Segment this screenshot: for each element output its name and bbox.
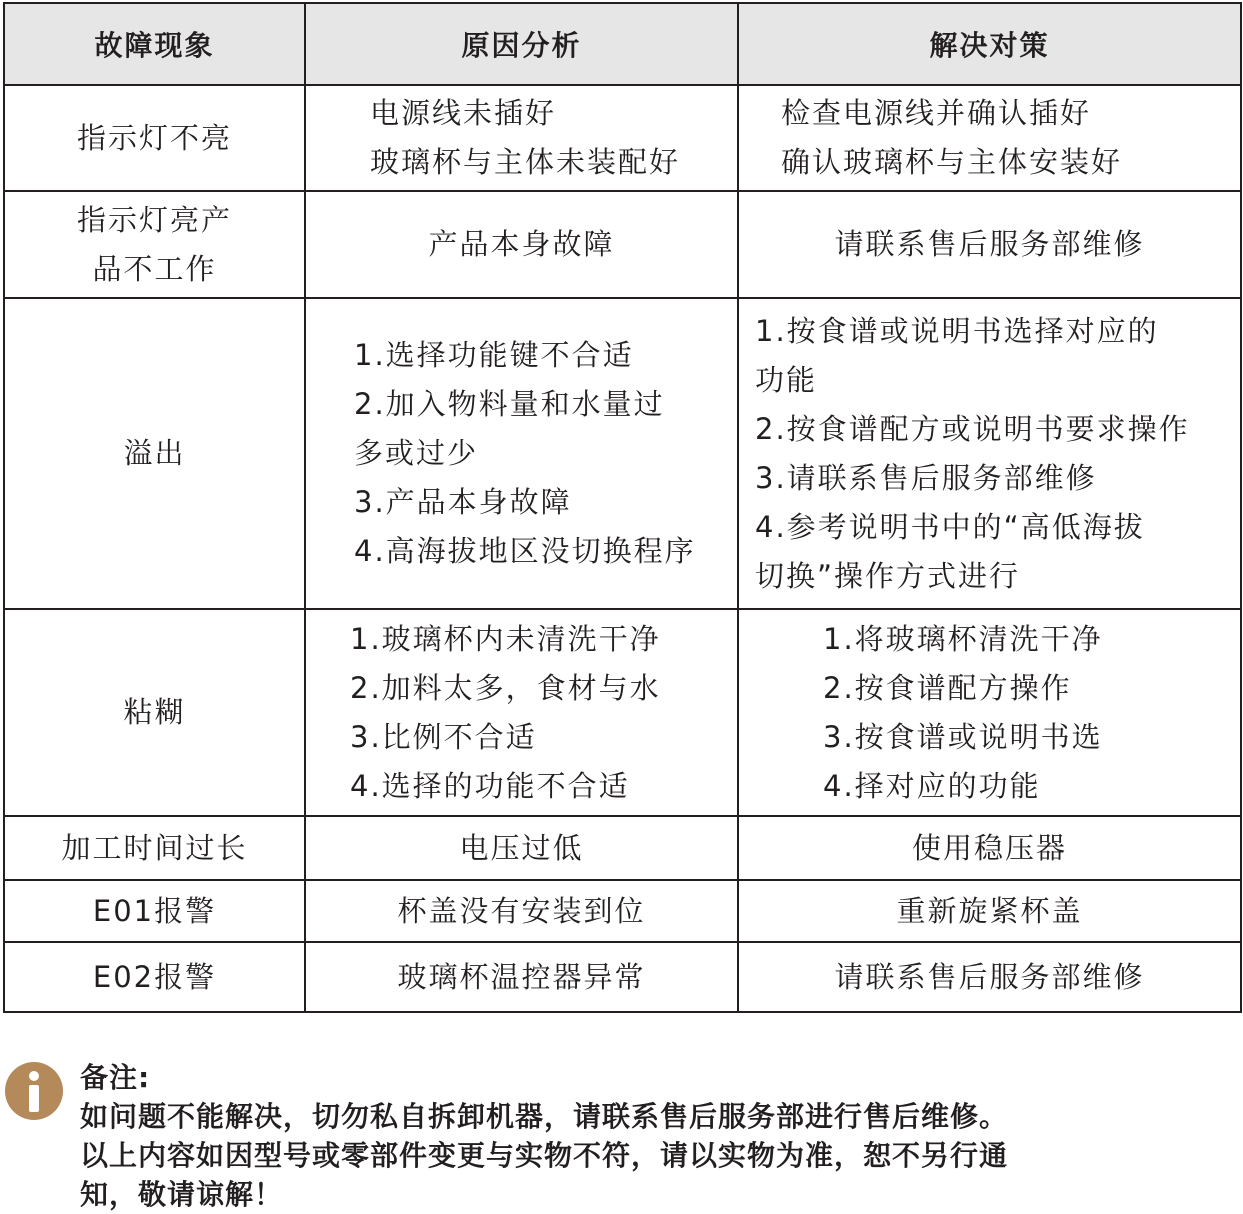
note-title: 备注: xyxy=(80,1061,151,1094)
cause-cell xyxy=(305,816,738,880)
remedy-text: 3.请联系售后服务部维修 xyxy=(755,460,1097,495)
cause-text: 电源线未插好 xyxy=(370,96,557,130)
remedy-text: 1.将玻璃杯清洗干净 xyxy=(823,621,1103,656)
info-icon xyxy=(5,1062,63,1120)
symptom-cell xyxy=(4,816,305,880)
remedy-text: 请联系售后服务部维修 xyxy=(834,959,1145,994)
header-symptom: 故障现象 xyxy=(4,3,305,85)
remedy-text: 4.择对应的功能 xyxy=(823,768,1041,803)
troubleshooting-table xyxy=(3,2,1242,1013)
note-text xyxy=(80,1058,1230,1214)
cause-text: 多或过少 xyxy=(354,436,479,470)
note-section xyxy=(0,1058,1243,1210)
cause-cell xyxy=(305,191,738,298)
remedy-text: 4.参考说明书中的“高低海拔 xyxy=(755,509,1145,544)
symptom-text: 粘糊 xyxy=(123,695,186,729)
remedy-text: 切换”操作方式进行 xyxy=(755,558,1021,593)
symptom-text: E01报警 xyxy=(92,893,217,928)
remedy-text: 确认玻璃杯与主体安装好 xyxy=(781,145,1123,179)
cause-text: 玻璃杯与主体未装配好 xyxy=(370,145,681,179)
note-line: 以上内容如因型号或零部件变更与实物不符，请以实物为准，恕不另行通 xyxy=(80,1139,1009,1172)
remedy-cell xyxy=(738,85,1241,191)
remedy-text: 检查电源线并确认插好 xyxy=(781,96,1092,130)
cause-text: 产品本身故障 xyxy=(428,227,615,261)
cause-cell xyxy=(305,298,738,609)
symptom-text: E02报警 xyxy=(92,959,217,994)
cause-cell xyxy=(305,609,738,816)
remedy-cell xyxy=(738,816,1241,880)
header-cause: 原因分析 xyxy=(305,3,738,85)
note-line: 知，敬请谅解！ xyxy=(80,1178,284,1211)
symptom-cell xyxy=(4,298,305,609)
remedy-text: 功能 xyxy=(755,362,818,397)
cause-text: 1.玻璃杯内未清洗干净 xyxy=(350,621,661,656)
symptom-text: 加工时间过长 xyxy=(61,830,248,865)
symptom-text: 指示灯不亮 xyxy=(76,120,232,155)
symptom-cell xyxy=(4,609,305,816)
remedy-cell xyxy=(738,191,1241,298)
cause-text: 3.产品本身故障 xyxy=(354,485,572,519)
cause-text: 1.选择功能键不合适 xyxy=(354,338,634,372)
remedy-text: 请联系售后服务部维修 xyxy=(834,227,1145,261)
cause-text: 4.高海拔地区没切换程序 xyxy=(354,534,696,568)
symptom-text: 指示灯亮产 xyxy=(76,202,232,237)
cause-text: 3.比例不合适 xyxy=(350,719,537,754)
cause-text: 4.选择的功能不合适 xyxy=(350,768,630,803)
table-row xyxy=(4,85,1241,191)
header-remedy: 解决对策 xyxy=(738,3,1241,85)
table-header-row xyxy=(4,3,1241,85)
table-row xyxy=(4,880,1241,942)
symptom-text: 品不工作 xyxy=(92,251,217,286)
remedy-text: 2.按食谱配方或说明书要求操作 xyxy=(755,411,1190,446)
symptom-cell xyxy=(4,942,305,1012)
note-line: 如问题不能解决，切勿私自拆卸机器，请联系售后服务部进行售后维修。 xyxy=(80,1100,1009,1133)
remedy-cell xyxy=(738,880,1241,942)
remedy-text: 重新旋紧杯盖 xyxy=(896,893,1083,928)
symptom-text: 溢出 xyxy=(123,436,186,470)
cause-cell xyxy=(305,942,738,1012)
remedy-text: 1.按食谱或说明书选择对应的 xyxy=(755,313,1159,348)
symptom-cell xyxy=(4,85,305,191)
remedy-cell xyxy=(738,609,1241,816)
remedy-cell xyxy=(738,942,1241,1012)
cause-cell xyxy=(305,880,738,942)
table-row xyxy=(4,942,1241,1012)
cause-text: 杯盖没有安装到位 xyxy=(397,893,646,928)
remedy-text: 3.按食谱或说明书选 xyxy=(823,719,1103,754)
table-row xyxy=(4,191,1241,298)
cause-text: 电压过低 xyxy=(459,830,584,865)
table-row xyxy=(4,298,1241,609)
cause-text: 玻璃杯温控器异常 xyxy=(397,959,646,994)
remedy-cell xyxy=(738,298,1241,609)
remedy-text: 使用稳压器 xyxy=(911,830,1067,865)
table-row xyxy=(4,816,1241,880)
cause-text: 2.加入物料量和水量过 xyxy=(354,387,665,421)
cause-text: 2.加料太多，食材与水 xyxy=(350,670,661,705)
table-row xyxy=(4,609,1241,816)
symptom-cell xyxy=(4,191,305,298)
remedy-text: 2.按食谱配方操作 xyxy=(823,670,1072,705)
cause-cell xyxy=(305,85,738,191)
symptom-cell xyxy=(4,880,305,942)
